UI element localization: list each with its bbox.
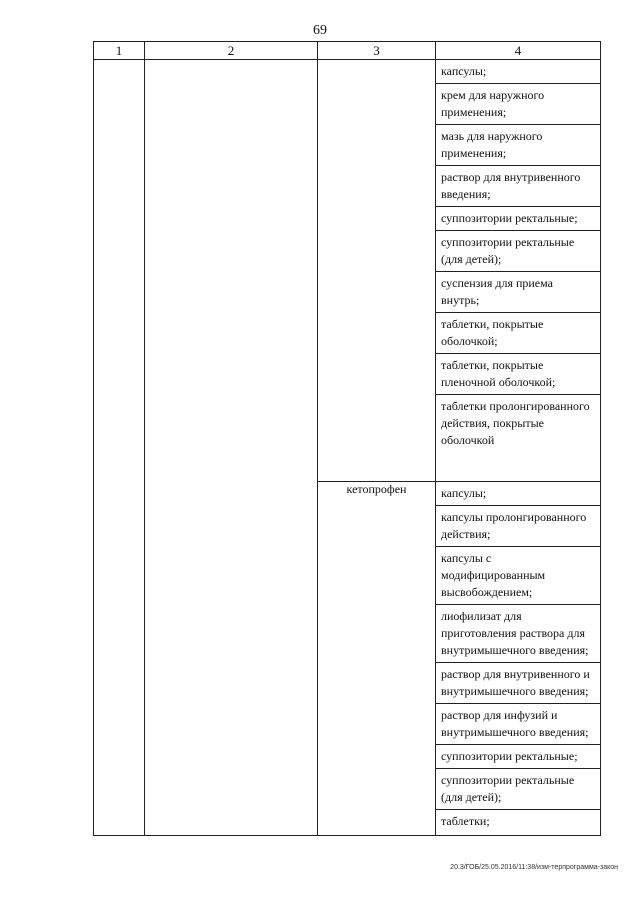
dosage-form-item: суппозитории ректальные; <box>436 745 600 769</box>
table-row <box>94 60 601 482</box>
dosage-form-item: раствор для внутривенного и внутримышечного введения; <box>436 663 600 704</box>
dosage-form-item: капсулы пролонгированного действия; <box>436 506 600 547</box>
dosage-form-item: суппозитории ректальные (для детей); <box>436 231 600 272</box>
dosage-forms-list <box>436 60 600 452</box>
dosage-form-item: раствор для внутривенного введения; <box>436 166 600 207</box>
dosage-form-item: таблетки, покрытые пленочной оболочкой; <box>436 354 600 395</box>
cell-inn-ketoprofen: кетопрофен <box>318 482 436 836</box>
medication-table <box>93 41 601 836</box>
dosage-form-item: капсулы с модифицированным высвобождением; <box>436 547 600 605</box>
dosage-form-item: крем для наружного применения; <box>436 84 600 125</box>
page-number: 69 <box>313 23 327 38</box>
dosage-form-item: таблетки пролонгированного действия, покрытые оболочкой <box>441 399 590 447</box>
cell-code <box>94 60 145 836</box>
dosage-form-item: раствор для инфузий и внутримышечного введения; <box>436 704 600 745</box>
cell-inn-group-a <box>318 60 436 482</box>
cell-group <box>145 60 318 836</box>
dosage-forms-list <box>436 482 600 833</box>
dosage-form-item: лиофилизат для приготовления раствора для внутримышечного введения; <box>436 605 600 663</box>
dosage-form-item: суспензия для приема внутрь; <box>436 272 600 313</box>
cell-forms-group-a <box>436 60 601 482</box>
header-col-4: 4 <box>436 42 601 60</box>
dosage-form-item: суппозитории ректальные; <box>436 207 600 231</box>
dosage-form-item: таблетки, покрытые оболочкой; <box>436 313 600 354</box>
header-col-3: 3 <box>318 42 436 60</box>
dosage-form-item: таблетки; <box>441 814 490 828</box>
header-col-2: 2 <box>145 42 318 60</box>
header-col-1: 1 <box>94 42 145 60</box>
table-header-row <box>94 42 601 60</box>
cell-forms-ketoprofen <box>436 482 601 836</box>
document-footer-code: 20.3/ГОБ/25.05.2016/11:38/изм-терпрограмма-закон <box>450 864 618 871</box>
dosage-form-item: капсулы; <box>436 60 600 84</box>
dosage-form-item: суппозитории ректальные (для детей); <box>436 769 600 810</box>
dosage-form-item: капсулы; <box>436 482 600 506</box>
dosage-form-item: мазь для наружного применения; <box>436 125 600 166</box>
